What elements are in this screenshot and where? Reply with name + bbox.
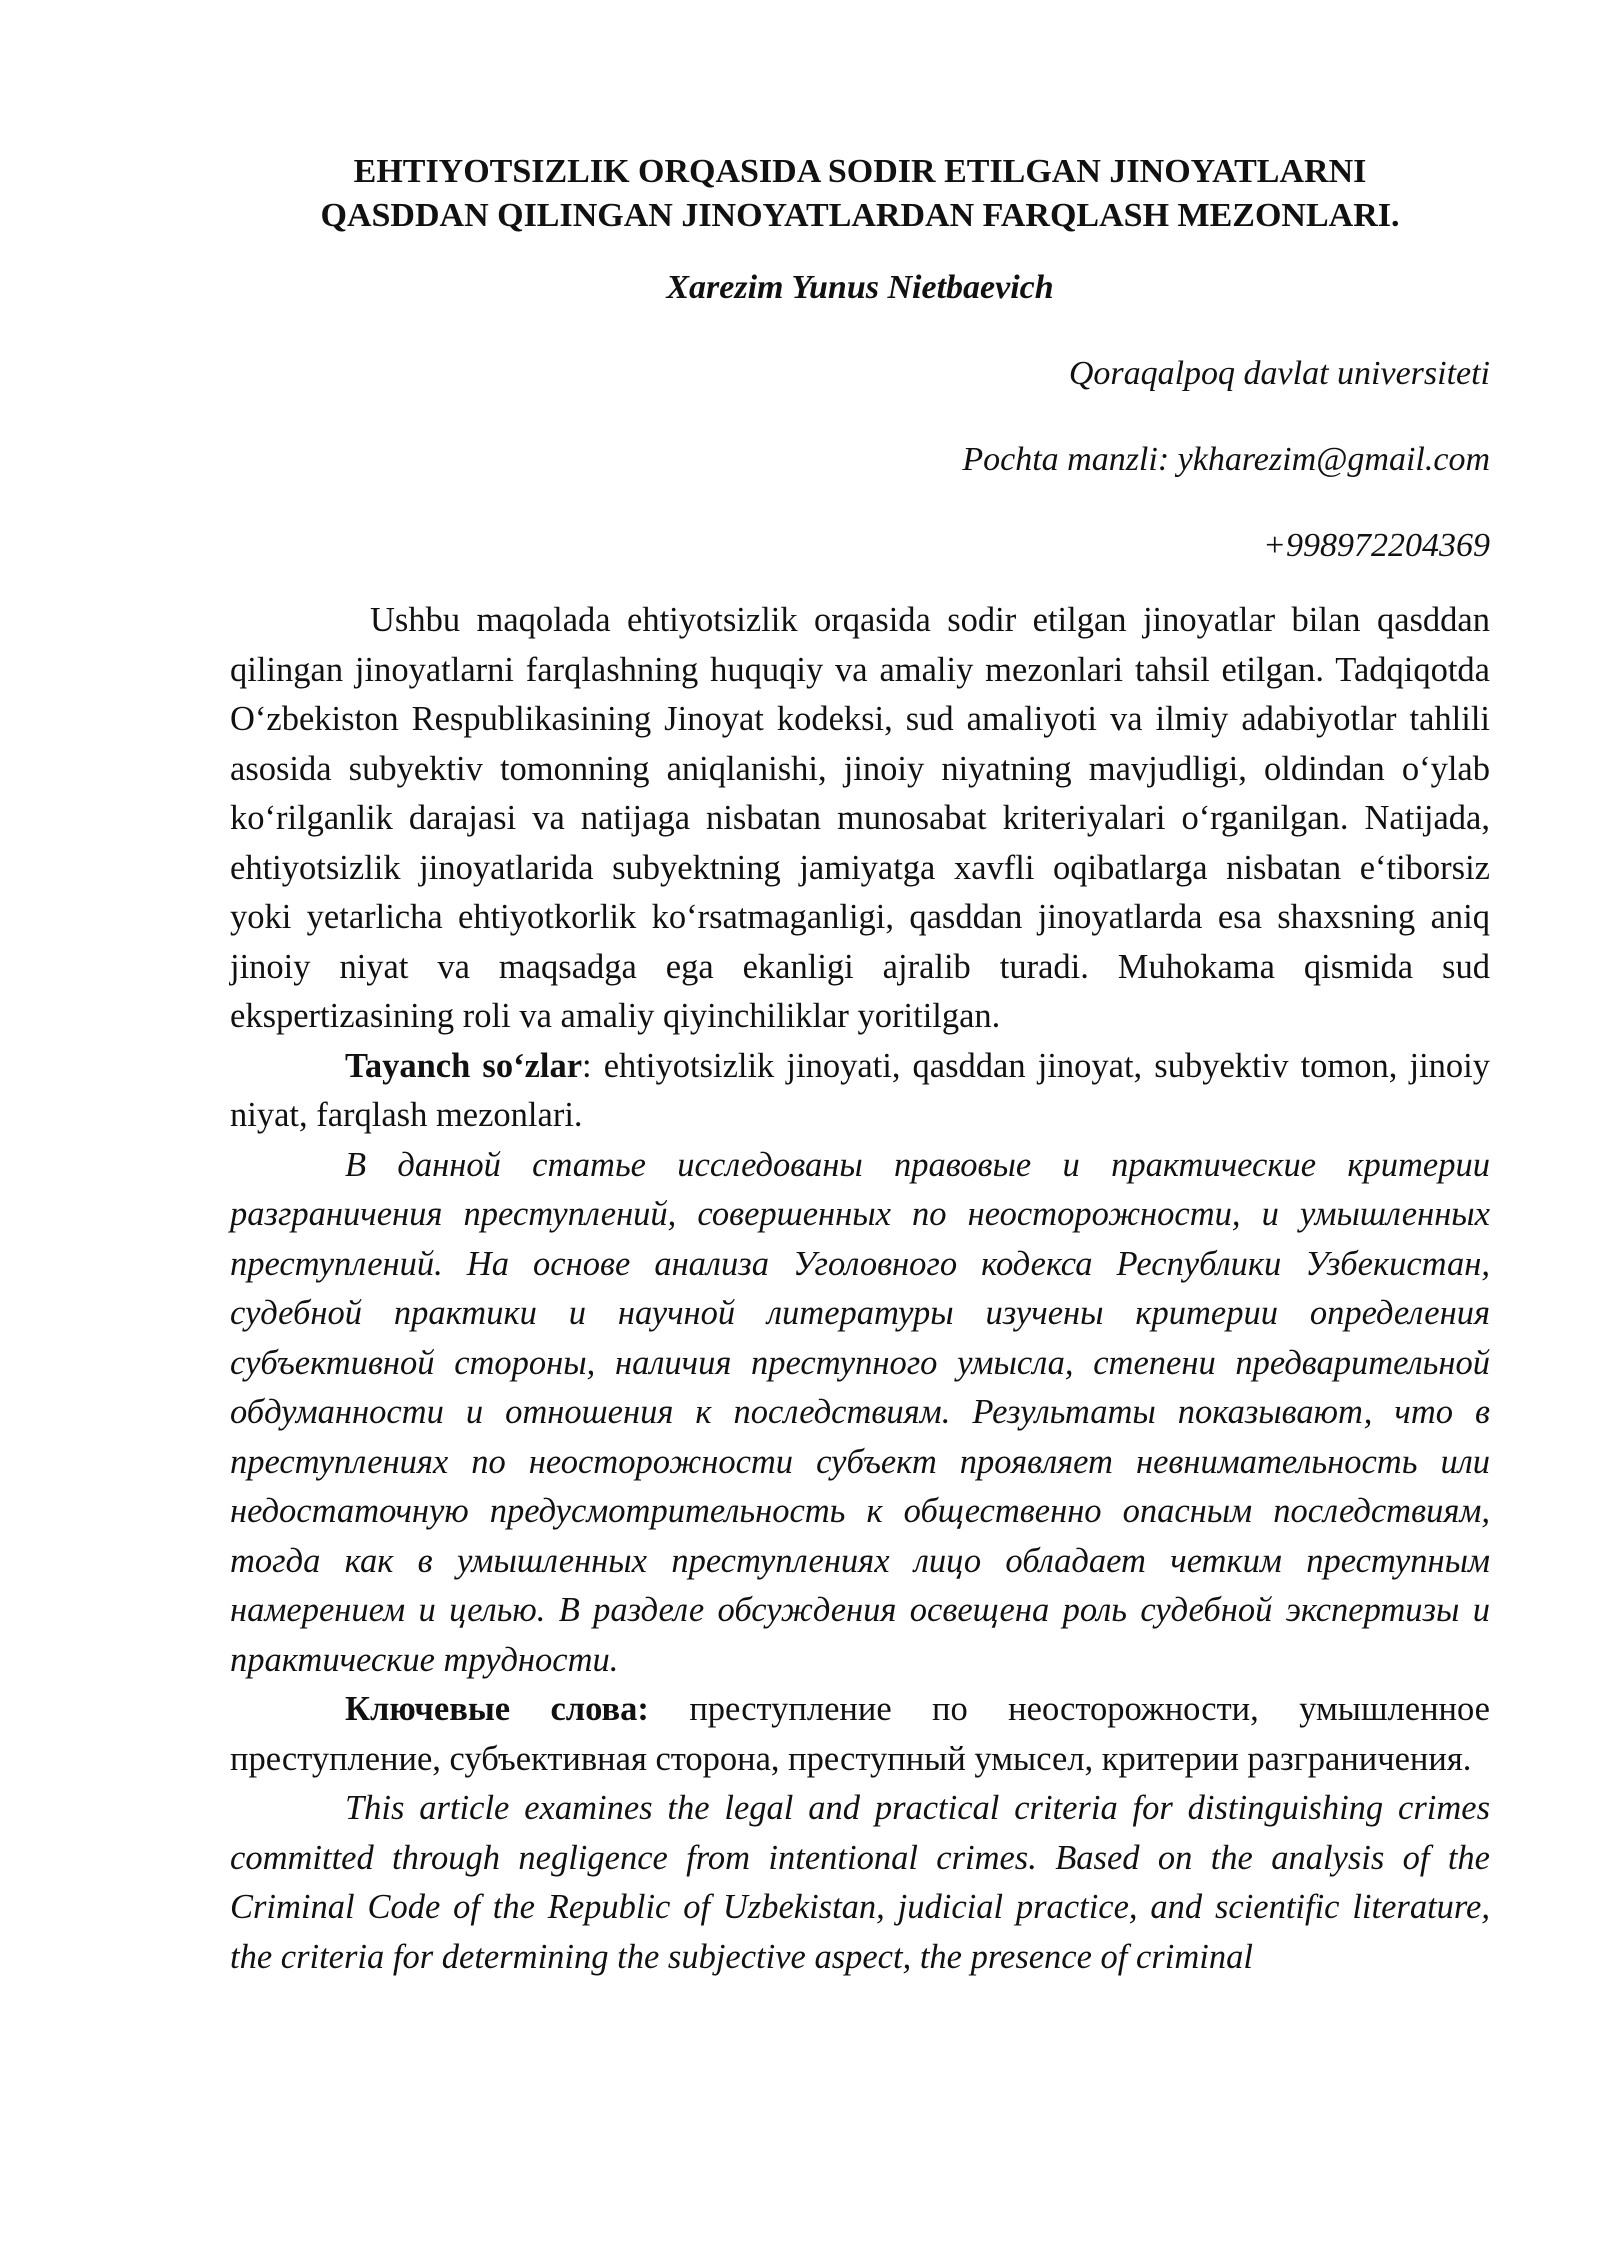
title-line-1: EHTIYOTSIZLIK ORQASIDA SODIR ETILGAN JINOYATLARNI (353, 153, 1367, 190)
keywords-russian-label: Ключевые слова: (345, 1690, 649, 1728)
author-name: Xarezim Yunus Nietbaevich (666, 269, 1054, 306)
abstract-english: This article examines the legal and practical criteria for distinguishing crimes committed through negligence from intentional crimes. Based on the analysis of the Criminal Code of the Republic of Uzbekistan, judicial practice, and scientific literature, the criteria for determining the subjective aspect, the presence of criminal (230, 1789, 1490, 1976)
keywords-russian-text: преступление по неосторожности, умышленное преступление, субъективная сторона, преступный умысел, критерии разграничения. (230, 1690, 1490, 1778)
article-title (230, 150, 1490, 238)
article-content (230, 150, 1490, 1982)
abstract-russian: В данной статье исследованы правовые и практические критерии разграничения преступлений, совершенных по неосторожности, и умышленных преступлений. На основе анализа Уголовного кодекса Республики Узбекистан, судебной практики и научной литературы изучены критерии определения субъективной стороны, наличия преступного умысла, степени предварительной обдуманности и отношения к последствиям. Результаты показывают, что в преступлениях по неосторожности субъект проявляет невнимательность или недостаточную предусмотрительность к общественно опасным последствиям, тогда как в умышленных преступлениях лицо обладает четким преступным намерением и целью. В разделе обсуждения освещена роль судебной экспертизы и практические трудности. (230, 1145, 1490, 1679)
title-line-2: QASDDAN QILINGAN JINOYATLARDAN FARQLASH MEZONLARI. (320, 197, 1400, 234)
author-email: Pochta manzli: ykharezim@gmail.com (962, 441, 1490, 478)
keywords-uzbek (230, 1042, 1490, 1141)
keywords-uzbek-text: : ehtiyotsizlik jinoyati, qasddan jinoyat, subyektiv tomon, jinoiy niyat, farqlash mezonlari. (230, 1046, 1490, 1134)
keywords-uzbek-label: Tayanch so‘zlar (345, 1046, 583, 1085)
author-phone: +998972204369 (1263, 527, 1490, 564)
abstract-uzbek: Ushbu maqolada ehtiyotsizlik orqasida sodir etilgan jinoyatlar bilan qasddan qilingan jinoyatlarni farqlashning huquqiy va amaliy mezonlari tahsil etilgan. Tadqiqotda O‘zbekiston Respublikasining Jinoyat kodeksi, sud amaliyoti va ilmiy adabiyotlar tahlili asosida subyektiv tomonning aniqlanishi, jinoiy niyatning mavjudligi, oldindan o‘ylab ko‘rilganlik darajasi va natijaga nisbatan munosabat kriteriyalari o‘rganilgan. Natijada, ehtiyotsizlik jinoyatlarida subyektning jamiyatga xavfli oqibatlarga nisbatan e‘tiborsiz yoki yetarlicha ehtiyotkorlik ko‘rsatmaganligi, qasddan jinoyatlarda esa shaxsning aniq jinoiy niyat va maqsadga ega ekanligi ajralib turadi. Muhokama qismida sud ekspertizasining roli va amaliy qiyinchiliklar yoritilgan. (230, 601, 1490, 1035)
keywords-russian (230, 1685, 1490, 1784)
author-affiliation: Qoraqalpoq davlat universiteti (1068, 355, 1490, 392)
